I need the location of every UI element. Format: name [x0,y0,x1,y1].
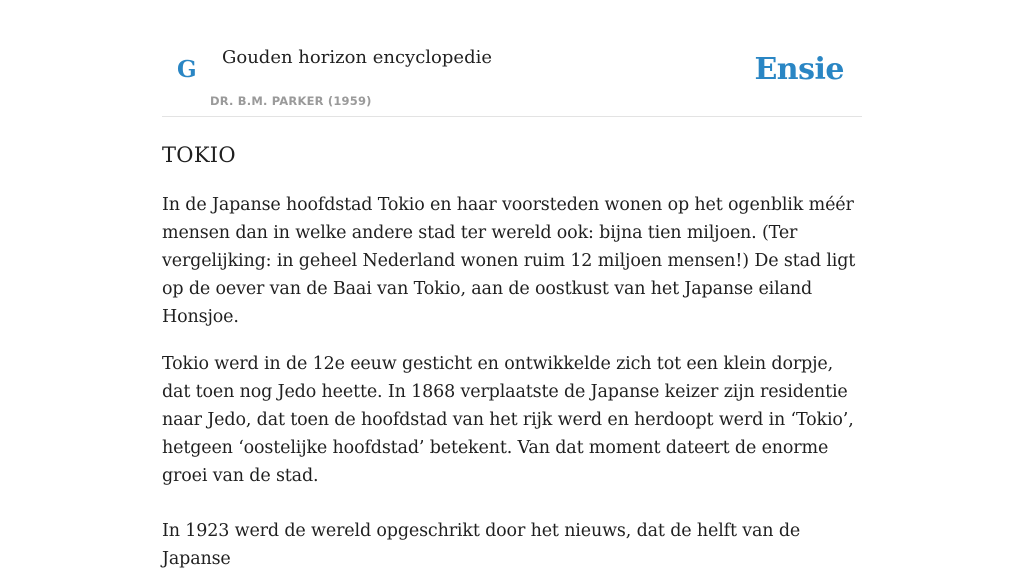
book-title-link[interactable]: Gouden horizon encyclopedie [222,47,492,68]
article [162,138,862,573]
article-paragraph: In de Japanse hoofdstad Tokio en haar voorsteden wonen op het ogenblik méér mensen dan in welke andere stad ter wereld ook: bijna tien miljoen. (Ter vergelijking: in geheel Nederland wonen ruim 12 miljoen mensen!) De stad ligt op de oever van de Baai van Tokio, aan de oostkust van het Japanse eiland Honsjoe. [162,195,856,327]
article-paragraph: Tokio werd in de 12e eeuw gesticht en ontwikkelde zich tot een klein dorpje, dat toen nog Jedo heette. In 1868 verplaatste de Japanse keizer zijn residentie naar Jedo, dat toen de hoofdstad van het rijk werd en herdoopt werd in ‘Tokio’, hetgeen ‘oostelijke hoofdstad’ betekent. Van dat moment dateert de enorme groei van de stad. [162,354,854,486]
book-author: DR. B.M. PARKER (1959) [210,94,372,108]
site-header [162,0,862,117]
book-logo-icon[interactable]: G [177,56,197,83]
article-title: TOKIO [162,143,236,167]
ensie-logo-link[interactable]: Ensie [754,52,844,87]
article-paragraph: In 1923 werd de wereld opgeschrikt door het nieuws, dat de helft van de Japanse [162,521,801,569]
